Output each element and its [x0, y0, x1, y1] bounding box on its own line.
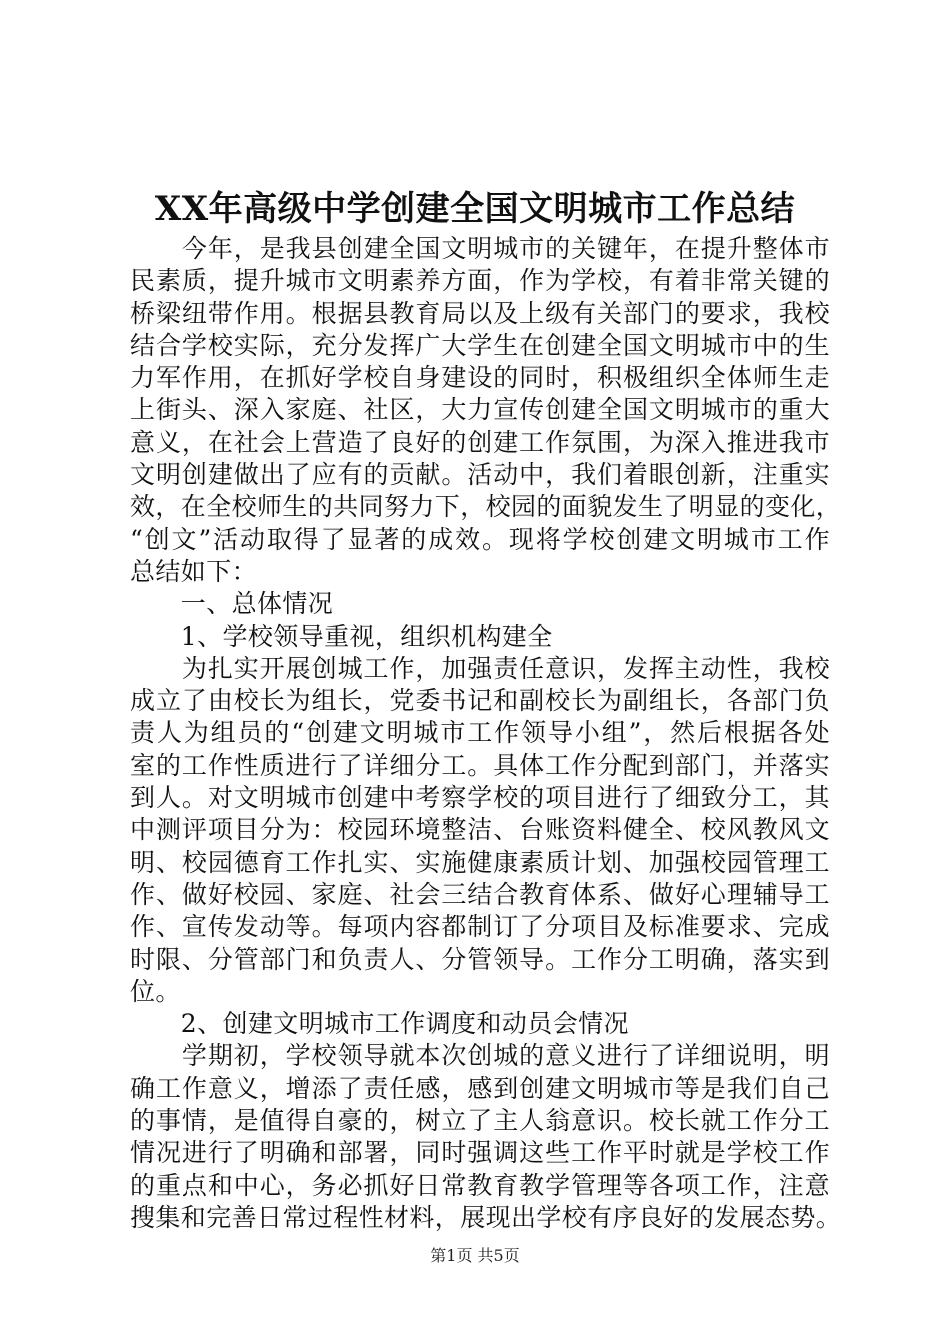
text-line: 责人为组员的“创建文明城市工作领导小组”，然后根据各处 [130, 718, 830, 748]
text-line: “创文”活动取得了显著的成效。现将学校创建文明城市工作 [130, 524, 830, 554]
page-number-footer: 第1页 共5页 [430, 1246, 520, 1265]
section-heading: 一、总体情况 [130, 589, 334, 619]
text-line: 明、校园德育工作扎实、实施健康素质计划、加强校园管理工 [130, 847, 830, 877]
subsection-heading: 1、学校领导重视，组织机构建全 [130, 621, 553, 651]
text-line: 力军作用，在抓好学校自身建设的同时，积极组织全体师生走 [130, 363, 830, 393]
text-line: 学期初，学校领导就本次创城的意义进行了详细说明，明 [130, 1041, 830, 1071]
document-body [130, 233, 842, 1234]
text-line: 文明创建做出了应有的贡献。活动中，我们着眼创新，注重实 [130, 460, 830, 490]
text-line: 成立了由校长为组长，党委书记和副校长为副组长，各部门负 [130, 686, 830, 716]
text-line: 为扎实开展创城工作，加强责任意识，发挥主动性，我校 [130, 653, 830, 683]
text-line: 中测评项目分为：校园环境整洁、台账资料健全、校风教风文 [130, 815, 830, 845]
text-line: 室的工作性质进行了详细分工。具体工作分配到部门，并落实 [130, 750, 830, 780]
text-line: 今年，是我县创建全国文明城市的关键年，在提升整体市 [130, 234, 830, 263]
text-line: 效，在全校师生的共同努力下，校园的面貌发生了明显的变化， [130, 492, 842, 522]
text-line: 时限、分管部门和负责人、分管领导。工作分工明确，落实到 [130, 944, 830, 974]
subsection-heading: 2、创建文明城市工作调度和动员会情况 [130, 1009, 629, 1039]
text-line: 上街头、深入家庭、社区，大力宣传创建全国文明城市的重大 [130, 395, 830, 425]
text-line: 意义，在社会上营造了良好的创建工作氛围，为深入推进我市 [130, 427, 830, 457]
document-title: XX年高级中学创建全国文明城市工作总结 [154, 189, 796, 229]
text-line: 搜集和完善日常过程性材料，展现出学校有序良好的发展态势。 [130, 1202, 842, 1232]
text-line: 民素质，提升城市文明素养方面，作为学校，有着非常关键的 [130, 266, 830, 296]
text-line: 确工作意义，增添了责任感，感到创建文明城市等是我们自己 [130, 1073, 830, 1103]
text-line: 情况进行了明确和部署，同时强调这些工作平时就是学校工作 [130, 1138, 830, 1168]
text-line: 作、宣传发动等。每项内容都制订了分项目及标准要求、完成 [130, 912, 830, 942]
text-line: 结合学校实际，充分发挥广大学生在创建全国文明城市中的生 [130, 330, 830, 360]
text-line: 的重点和中心，务必抓好日常教育教学管理等各项工作，注意 [130, 1170, 830, 1200]
text-line: 桥梁纽带作用。根据县教育局以及上级有关部门的要求，我校 [130, 298, 830, 328]
text-line: 的事情，是值得自豪的，树立了主人翁意识。校长就工作分工 [130, 1106, 830, 1136]
text-line: 位。 [130, 976, 181, 1006]
text-line: 总结如下： [130, 556, 258, 586]
text-line: 到人。对文明城市创建中考察学校的项目进行了细致分工，其 [130, 783, 830, 813]
text-line: 作、做好校园、家庭、社会三结合教育体系、做好心理辅导工 [130, 879, 830, 909]
